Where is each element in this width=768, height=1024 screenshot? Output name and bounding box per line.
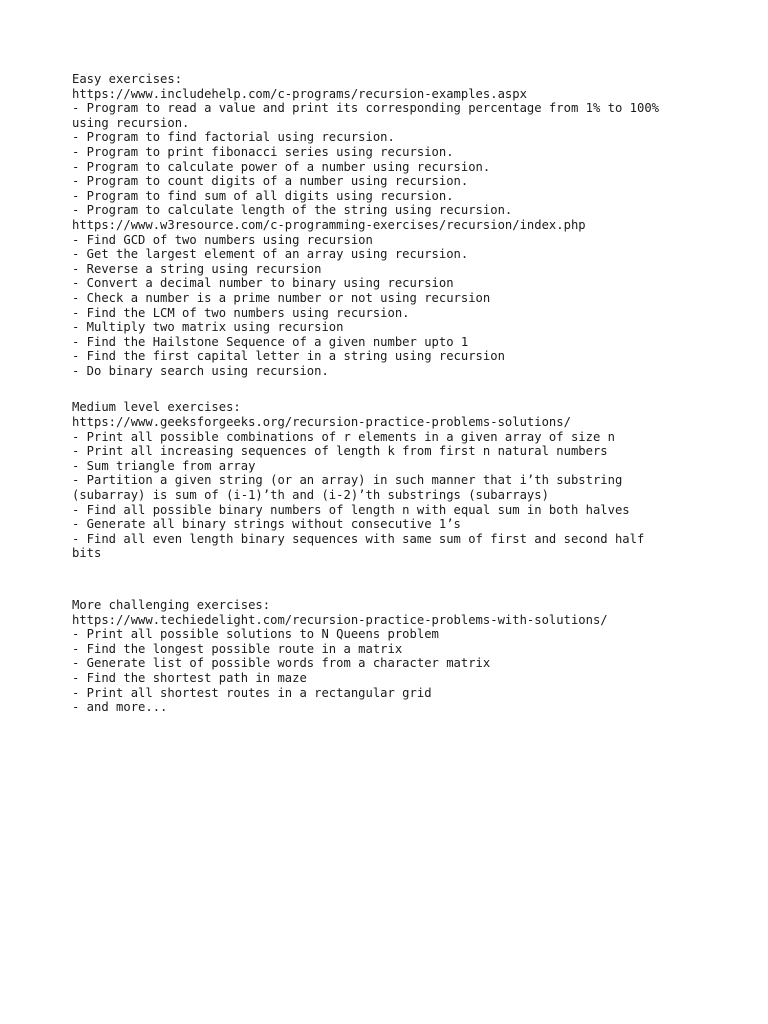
list-item: - and more... (72, 700, 168, 715)
section-heading: Easy exercises: (72, 72, 183, 86)
list-item-continuation: using recursion. (72, 115, 190, 130)
list-item: - Program to find factorial using recursion. (72, 130, 395, 145)
resource-link[interactable]: https://www.includehelp.com/c-programs/recursion-examples.aspx (72, 86, 527, 101)
list-item: - Check a number is a prime number or not using recursion (72, 290, 491, 305)
list-item: - Reverse a string using recursion (72, 261, 322, 276)
list-item: - Find the LCM of two numbers using recursion. (72, 305, 410, 320)
resource-link[interactable]: https://www.geeksforgeeks.org/recursion-practice-problems-solutions/ (72, 415, 571, 430)
document-page (72, 72, 712, 715)
list-item: - Find GCD of two numbers using recursion (72, 232, 373, 247)
list-item: - Sum triangle from array (72, 458, 256, 473)
section-challenging (72, 598, 712, 715)
section-spacer (72, 378, 712, 400)
list-item: - Find all even length binary sequences with same sum of first and second half (72, 531, 645, 546)
list-item: - Program to print fibonacci series using recursion. (72, 144, 454, 159)
section-easy (72, 72, 712, 378)
list-item: - Find the longest possible route in a matrix (72, 641, 403, 656)
list-item-continuation: (subarray) is sum of (i-1)’th and (i-2)’th substrings (subarrays) (72, 488, 549, 503)
list-item: - Find the first capital letter in a string using recursion (72, 349, 505, 364)
section-heading: More challenging exercises: (72, 598, 271, 612)
list-item: - Program to read a value and print its corresponding percentage from 1% to 100% (72, 101, 659, 116)
list-item: - Print all increasing sequences of length k from first n natural numbers (72, 444, 608, 459)
list-item: - Multiply two matrix using recursion (72, 320, 344, 335)
list-item: - Partition a given string (or an array) in such manner that i’th substring (72, 473, 623, 488)
section-heading: Medium level exercises: (72, 400, 241, 415)
list-item: - Find all possible binary numbers of length n with equal sum in both halves (72, 502, 630, 517)
list-item: - Convert a decimal number to binary using recursion (72, 276, 454, 291)
list-item: - Program to calculate length of the string using recursion. (72, 203, 513, 218)
list-item: - Find the shortest path in maze (72, 670, 307, 685)
resource-link[interactable]: https://www.techiedelight.com/recursion-practice-problems-with-solutions/ (72, 612, 608, 627)
list-item-continuation: bits (72, 546, 102, 561)
list-item: - Program to find sum of all digits using recursion. (72, 188, 454, 203)
list-item: - Generate all binary strings without consecutive 1’s (72, 517, 461, 532)
list-item: - Get the largest element of an array using recursion. (72, 247, 469, 262)
list-item: - Do binary search using recursion. (72, 363, 329, 378)
list-item: - Find the Hailstone Sequence of a given number upto 1 (72, 334, 469, 349)
list-item: - Print all possible solutions to N Queens problem (72, 627, 439, 642)
list-item: - Print all possible combinations of r elements in a given array of size n (72, 429, 615, 444)
section-spacer (72, 561, 712, 598)
list-item: - Program to calculate power of a number using recursion. (72, 159, 491, 174)
section-medium (72, 400, 712, 561)
list-item: - Print all shortest routes in a rectangular grid (72, 685, 432, 700)
list-item: - Generate list of possible words from a character matrix (72, 656, 491, 671)
list-item: - Program to count digits of a number using recursion. (72, 174, 469, 189)
resource-link[interactable]: https://www.w3resource.com/c-programming-exercises/recursion/index.php (72, 217, 586, 232)
